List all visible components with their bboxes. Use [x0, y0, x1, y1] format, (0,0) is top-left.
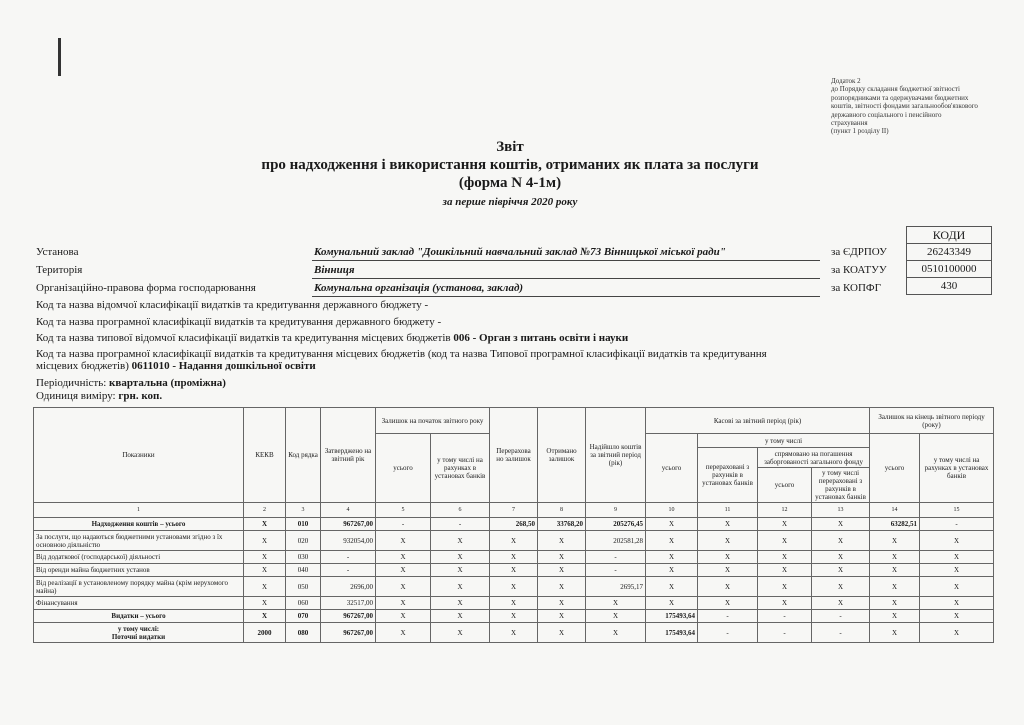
kvk-local-text: Код та назва типової відомчої класифікації видатків та кредитування місцевих бюджетів	[36, 332, 454, 344]
row-cell: X	[698, 518, 758, 531]
underline	[312, 260, 820, 261]
kopfg-code: 430	[907, 278, 992, 295]
row-cell: X	[758, 597, 812, 610]
row-cell: X	[812, 518, 870, 531]
header-start-balance: Залишок на початок звітного року	[376, 408, 490, 434]
row-cell: X	[870, 531, 920, 551]
row-cell: X	[490, 531, 538, 551]
title-line-1: Звіт	[496, 139, 524, 155]
table-row	[34, 610, 994, 623]
row-name: у тому числі: Поточні видатки	[34, 623, 244, 643]
periodicity-label: Періодичність:	[36, 377, 110, 389]
row-cell: 33768,20	[538, 518, 586, 531]
row-cell: 268,50	[490, 518, 538, 531]
row-cell: X	[244, 577, 286, 597]
column-number: 8	[538, 503, 586, 518]
row-cell: X	[490, 623, 538, 643]
edrpou-label: за ЄДРПОУ	[831, 246, 887, 258]
row-cell: X	[646, 518, 698, 531]
row-cell: 967267,00	[321, 518, 376, 531]
row-cell: X	[870, 597, 920, 610]
header-debt-total: усього	[758, 468, 812, 503]
kpk-local-line-1: Код та назва програмної класифікації видатків та кредитування місцевих бюджетів (код та назва Типової програмної класифікації видатків та кредитування	[36, 348, 767, 360]
header-code: Код рядка	[286, 408, 321, 503]
appendix-line: розпорядниками та одержувачами бюджетних	[831, 93, 969, 102]
appendix-line: Додаток 2	[831, 77, 861, 85]
row-name: Від додаткової (господарської) діяльності	[34, 551, 244, 564]
table-row	[34, 531, 994, 551]
row-cell: X	[376, 577, 431, 597]
row-cell: X	[538, 577, 586, 597]
appendix-line: страхування	[831, 119, 868, 128]
underline	[312, 296, 820, 297]
row-cell: -	[586, 564, 646, 577]
row-cell: 932054,00	[321, 531, 376, 551]
row-cell: -	[321, 564, 376, 577]
koatuu-label: за КОАТУУ	[831, 264, 887, 276]
row-cell: X	[244, 518, 286, 531]
header-indicators: Показники	[34, 408, 244, 503]
kpk-local-line-2	[36, 360, 316, 372]
row-name: За послуги, що надаються бюджетними установами згідно з їх основною діяльністю	[34, 531, 244, 551]
row-cell: X	[244, 564, 286, 577]
report-period: за перше півріччя 2020 року	[442, 196, 578, 208]
row-cell: 050	[286, 577, 321, 597]
column-number: 9	[586, 503, 646, 518]
row-cell: 63282,51	[870, 518, 920, 531]
header-receipts: Надійшло коштів за звітний період (рік)	[586, 408, 646, 503]
header-incl: у тому числі	[698, 434, 870, 448]
report-title	[200, 138, 820, 208]
row-cell: X	[870, 551, 920, 564]
row-cell: X	[870, 577, 920, 597]
row-cell: X	[920, 531, 994, 551]
row-cell: X	[244, 551, 286, 564]
territory-label: Територія	[36, 264, 83, 276]
table-row	[34, 623, 994, 643]
header-transferred: Перерахова но залишок	[490, 408, 538, 503]
row-name: Фінансування	[34, 597, 244, 610]
column-numbers-row	[34, 503, 994, 518]
kvk-local-value: 006 - Орган з питань освіти і науки	[453, 332, 629, 344]
column-number: 10	[646, 503, 698, 518]
header-kekv: КЕКВ	[244, 408, 286, 503]
row-cell: X	[698, 577, 758, 597]
row-cell: X	[758, 564, 812, 577]
kvk-local-line	[36, 332, 628, 344]
row-cell: X	[431, 551, 490, 564]
row-cell: X	[431, 577, 490, 597]
row-cell: X	[870, 564, 920, 577]
row-cell: X	[920, 551, 994, 564]
header-debt-banks: у тому числі перераховані з рахунків в установах банків	[812, 468, 870, 503]
row-cell: -	[431, 518, 490, 531]
row-cell: X	[376, 623, 431, 643]
row-cell: 175493,64	[646, 610, 698, 623]
row-cell: X	[920, 623, 994, 643]
row-cell: -	[586, 551, 646, 564]
kopfg-label: за КОПФГ	[831, 282, 881, 294]
header-debt: спрямовано на погашення заборгованості загального фонду	[758, 448, 870, 468]
row-cell: X	[646, 577, 698, 597]
column-number: 2	[244, 503, 286, 518]
header-start-total: усього	[376, 434, 431, 503]
row-cell: X	[698, 551, 758, 564]
column-number: 13	[812, 503, 870, 518]
row-cell: 060	[286, 597, 321, 610]
row-cell: X	[538, 610, 586, 623]
header-received: Отримано залишок	[538, 408, 586, 503]
row-cell: X	[698, 597, 758, 610]
row-cell: X	[758, 577, 812, 597]
row-cell: X	[646, 597, 698, 610]
row-cell: X	[698, 564, 758, 577]
report-table	[33, 407, 994, 643]
table-row	[34, 577, 994, 597]
row-cell: X	[431, 531, 490, 551]
column-number: 14	[870, 503, 920, 518]
row-cell: -	[698, 623, 758, 643]
org-form-value: Комунальна організація (установа, заклад)	[314, 282, 524, 294]
org-form-label: Організаційно-правова форма господарювання	[36, 282, 256, 294]
column-number: 4	[321, 503, 376, 518]
row-cell: 967267,00	[321, 610, 376, 623]
row-cell: -	[698, 610, 758, 623]
header-end-total: усього	[870, 434, 920, 503]
title-line-2: про надходження і використання коштів, отриманих як плата за послуги	[261, 157, 759, 173]
row-cell: X	[870, 610, 920, 623]
row-cell: X	[812, 597, 870, 610]
row-cell: X	[490, 597, 538, 610]
table-row	[34, 564, 994, 577]
row-cell: 2696,00	[321, 577, 376, 597]
row-cell: 32517,00	[321, 597, 376, 610]
header-start-banks: у тому числі на рахунках в установах банків	[431, 434, 490, 503]
row-cell: X	[698, 531, 758, 551]
row-cell: X	[376, 597, 431, 610]
row-name: Від оренди майна бюджетних установ	[34, 564, 244, 577]
row-cell: X	[586, 597, 646, 610]
kpk-state-line: Код та назва програмної класифікації видатків та кредитування державного бюджету -	[36, 316, 442, 328]
appendix-line: (пункт 1 розділу II)	[831, 127, 889, 136]
table-row	[34, 518, 994, 531]
column-number: 1	[34, 503, 244, 518]
row-cell: X	[586, 610, 646, 623]
row-cell: X	[538, 623, 586, 643]
row-cell: X	[490, 564, 538, 577]
row-cell: X	[538, 597, 586, 610]
row-cell: 967267,00	[321, 623, 376, 643]
institution-label: Установа	[36, 246, 79, 258]
row-cell: X	[538, 564, 586, 577]
periodicity-line	[36, 377, 226, 389]
header-approved: Затверджено на звітний рік	[321, 408, 376, 503]
column-number: 7	[490, 503, 538, 518]
row-cell: X	[920, 577, 994, 597]
row-name: Надходження коштів – усього	[34, 518, 244, 531]
row-cell: X	[646, 564, 698, 577]
institution-value: Комунальний заклад "Дошкільний навчальний заклад №73 Вінницької міської ради"	[314, 246, 726, 258]
row-cell: 030	[286, 551, 321, 564]
header-cash-total: усього	[646, 434, 698, 503]
column-number: 15	[920, 503, 994, 518]
row-cell: X	[812, 564, 870, 577]
territory-value: Вінниця	[314, 264, 355, 276]
row-cell: X	[431, 610, 490, 623]
row-cell: X	[920, 610, 994, 623]
column-number: 6	[431, 503, 490, 518]
row-cell: X	[431, 564, 490, 577]
row-cell: X	[758, 551, 812, 564]
column-number: 11	[698, 503, 758, 518]
header-cash: Касові за звітний період (рік)	[646, 408, 870, 434]
appendix-line: коштів, звітності фондами загальнообов'язкового	[831, 102, 978, 111]
kpk-local-value: 0611010 - Надання дошкільної освіти	[131, 360, 316, 372]
row-cell: -	[758, 623, 812, 643]
row-cell: X	[646, 531, 698, 551]
row-cell: X	[244, 597, 286, 610]
table-row	[34, 597, 994, 610]
kvk-state-line: Код та назва відомчої класифікації видатків та кредитування державного бюджету -	[36, 299, 429, 311]
title-line-3: (форма N 4-1м)	[458, 175, 562, 191]
row-cell: X	[812, 531, 870, 551]
column-number: 5	[376, 503, 431, 518]
row-cell: X	[376, 531, 431, 551]
codes-table	[906, 226, 992, 295]
row-cell: 2000	[244, 623, 286, 643]
unit-value: грн. коп.	[118, 390, 163, 402]
edrpou-code: 26243349	[907, 244, 992, 261]
row-cell: X	[431, 623, 490, 643]
row-cell: X	[490, 577, 538, 597]
unit-label: Одиниця виміру:	[36, 390, 119, 402]
binder-mark	[58, 38, 61, 76]
row-cell: X	[758, 531, 812, 551]
row-cell: X	[376, 610, 431, 623]
row-cell: X	[646, 551, 698, 564]
header-transferred-banks: перераховані з рахунків в установах банків	[698, 448, 758, 503]
row-cell: X	[431, 597, 490, 610]
row-cell: X	[244, 610, 286, 623]
row-cell: 202581,28	[586, 531, 646, 551]
table-row	[34, 551, 994, 564]
row-cell: -	[376, 518, 431, 531]
row-cell: 080	[286, 623, 321, 643]
row-cell: 070	[286, 610, 321, 623]
row-cell: 175493,64	[646, 623, 698, 643]
koatuu-code: 0510100000	[907, 261, 992, 278]
row-cell: X	[244, 531, 286, 551]
row-name: Видатки – усього	[34, 610, 244, 623]
row-cell: 020	[286, 531, 321, 551]
header-end-balance: Залишок на кінець звітного періоду (року)	[870, 408, 994, 434]
appendix-line: державного соціального і пенсійного	[831, 110, 942, 119]
row-cell: X	[490, 610, 538, 623]
periodicity-value: квартальна (проміжна)	[109, 377, 226, 389]
row-cell: -	[321, 551, 376, 564]
codes-header: КОДИ	[907, 227, 992, 244]
row-cell: -	[812, 610, 870, 623]
column-number: 3	[286, 503, 321, 518]
column-number: 12	[758, 503, 812, 518]
row-cell: -	[812, 623, 870, 643]
row-cell: 010	[286, 518, 321, 531]
row-cell: X	[812, 551, 870, 564]
kpk-local-text: місцевих бюджетів)	[36, 360, 132, 372]
row-cell: 2695,17	[586, 577, 646, 597]
row-cell: X	[758, 518, 812, 531]
row-cell: X	[376, 564, 431, 577]
row-cell: X	[920, 564, 994, 577]
row-cell: X	[812, 577, 870, 597]
row-cell: X	[870, 623, 920, 643]
appendix-note	[831, 77, 981, 136]
row-cell: -	[758, 610, 812, 623]
row-cell: X	[376, 551, 431, 564]
row-cell: X	[920, 597, 994, 610]
row-cell: X	[538, 531, 586, 551]
unit-line	[36, 390, 162, 402]
appendix-line: до Порядку складання бюджетної звітності	[831, 85, 960, 94]
row-name: Від реалізації в установленому порядку майна (крім нерухомого майна)	[34, 577, 244, 597]
row-cell: X	[586, 623, 646, 643]
row-cell: 040	[286, 564, 321, 577]
header-end-banks: у тому числі на рахунках в установах банків	[920, 434, 994, 503]
row-cell: 205276,45	[586, 518, 646, 531]
row-cell: -	[920, 518, 994, 531]
row-cell: X	[538, 551, 586, 564]
row-cell: X	[490, 551, 538, 564]
underline	[312, 278, 820, 279]
